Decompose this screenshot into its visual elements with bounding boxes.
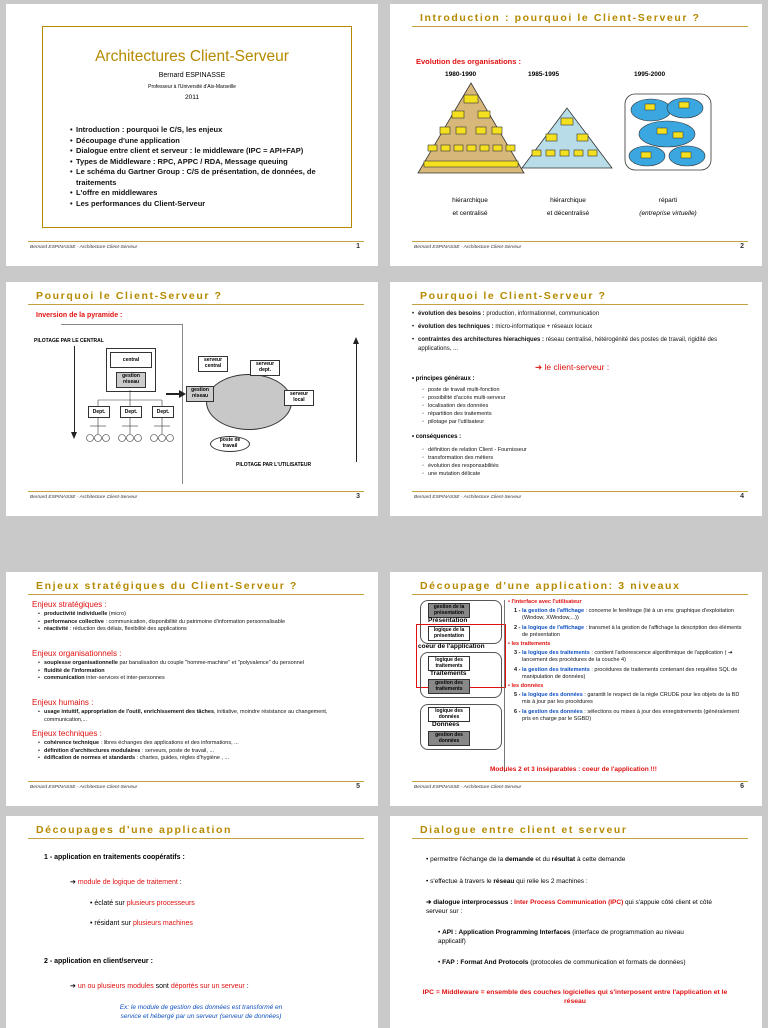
slide-8 xyxy=(390,816,762,1028)
middleware-definition: IPC = Middleware = ensemble des couches logicielles qui s'interposent entre l'application et le réseau xyxy=(422,989,728,1005)
layer-label: coeur de l'application xyxy=(418,643,485,650)
slide-title: Découpage d'une application: 3 niveaux xyxy=(420,580,681,592)
dialog-line: • FAP : Format And Protocols (protocoles de communication et formats de données) xyxy=(438,959,686,966)
enjeu-item: • productivité individuelle (micro) xyxy=(38,611,328,619)
outline-item: • Découpage d'une application xyxy=(70,136,340,147)
slide-title: Pourquoi le Client-Serveur ? xyxy=(420,290,607,302)
title-rule xyxy=(412,304,748,305)
affiliation: Professeur à l'Université d'Aix-Marseille xyxy=(148,84,236,90)
layer-box: logique de la présentation xyxy=(428,626,470,641)
desc-item: 2 - la logique de l'affichage : transmet à la gestion de l'affichage la description des éléments de présentation xyxy=(514,624,742,638)
consequence-item: ◦ transformation des métiers xyxy=(422,454,722,462)
year-label: 1985-1995 xyxy=(528,71,560,78)
year: 2011 xyxy=(185,94,199,101)
layer-box: gestion des traitements xyxy=(428,679,470,694)
point-line: • résidant sur plusieurs machines xyxy=(90,920,193,927)
dialog-line: • s'effectue à travers le réseau qui relie les 2 machines : xyxy=(426,878,588,885)
gestion-network-box: gestion réseau xyxy=(186,386,214,402)
title-rule xyxy=(412,594,748,595)
enjeu-item: • réactivité : réduction des délais, flexibilité des applications xyxy=(38,626,328,634)
slide-5 xyxy=(6,572,378,806)
server-central-box: serveur central xyxy=(198,356,228,372)
slide-4 xyxy=(390,282,762,516)
layer-box: gestion des données xyxy=(428,731,470,746)
transform-arrow xyxy=(166,393,180,395)
outline-list xyxy=(70,125,340,209)
pyramid-decentralized-figure xyxy=(520,106,615,171)
slide-title: Introduction : pourquoi le Client-Serveur ? xyxy=(420,12,701,24)
consequence-item: ◦ une mutation délicate xyxy=(422,470,722,478)
example-text: Ex: le module de gestion des données est transformé en service et hébergé par un serveur (serveur de données) xyxy=(119,1004,283,1020)
consequences-heading: • conséquences : xyxy=(412,434,462,440)
desc-item: 5 - la logique des données : garantit le respect de la règle CRUDE pour les objets de la BD mis à jour par les procédures xyxy=(514,692,740,706)
central-box: central xyxy=(110,352,152,368)
caption: hiérarchique et décentralisé xyxy=(546,197,590,217)
dept-box: Dept. xyxy=(120,406,142,418)
pyramid-centralized-figure xyxy=(416,81,526,176)
page-number: 5 xyxy=(356,783,360,790)
principles-heading: • principes généraux : xyxy=(412,376,475,382)
layer-box: gestion de la présentation xyxy=(428,603,470,618)
slide-7 xyxy=(6,816,378,1028)
server-dept-box: serveur dept. xyxy=(250,360,280,376)
enjeu-item: • souplesse organisationnelle par banalisation du couple "homme-machine" et "polyvalence" du personnel xyxy=(38,660,308,668)
dialog-line: • permettre l'échange de la demande et du résultat à cette demande xyxy=(426,856,626,863)
arrow-down xyxy=(74,346,75,434)
slide-title: Découpages d'une application xyxy=(36,824,233,836)
footer-text: Bernard ESPINASSE - Architecture Client-Serveur xyxy=(30,785,138,790)
desc-heading: • les traitements xyxy=(508,641,551,648)
slide-title: Enjeux stratégiques du Client-Serveur ? xyxy=(36,580,298,592)
slide-subtitle: Evolution des organisations : xyxy=(416,57,522,66)
point-line: • éclaté sur plusieurs processeurs xyxy=(90,900,195,907)
year-label: 1980-1990 xyxy=(445,71,477,78)
slide-2 xyxy=(390,4,762,266)
slide-title: Pourquoi le Client-Serveur ? xyxy=(36,290,223,302)
slide-title: Architectures Client-Serveur xyxy=(95,48,289,65)
enjeu-item: • fluidité de l'information xyxy=(38,668,308,676)
outline-item: • Introduction : pourquoi le C/S, les enjeux xyxy=(70,125,340,136)
principle-item: ◦ possibilité d'accès multi-serveur xyxy=(422,394,722,402)
footer-text: Bernard ESPINASSE - Architecture Client-Serveur xyxy=(30,495,138,500)
page-number: 1 xyxy=(356,243,360,250)
page-number: 2 xyxy=(740,243,744,250)
slide-footer xyxy=(412,781,748,794)
point-line: ➔ un ou plusieurs modules sont déportés sur un serveur : xyxy=(70,983,249,990)
arrow-up-head xyxy=(353,337,359,344)
layer-descriptions xyxy=(508,599,744,723)
point-heading: 1 - application en traitements coopératifs : xyxy=(44,854,185,861)
title-rule xyxy=(28,594,364,595)
slide-6 xyxy=(390,572,762,806)
layers-stack xyxy=(416,600,506,768)
page-number: 4 xyxy=(740,493,744,500)
dialog-line: • API : Application Programming Interfaces (interface de programmation au niveau applicatif) xyxy=(438,929,684,945)
enjeux-list xyxy=(38,740,338,763)
page-number: 6 xyxy=(740,783,744,790)
footer-text: Bernard ESPINASSE - Architecture Client-Serveur xyxy=(414,785,522,790)
footer-text: Bernard ESPINASSE - Architecture Client-Serveur xyxy=(414,245,522,250)
layer-label: Données xyxy=(432,721,460,728)
title-rule xyxy=(28,304,364,305)
enjeu-item: • édification de normes et standards : chartes, guides, règles d'hygiène , ... xyxy=(38,755,338,763)
server-local-box: serveur local xyxy=(284,390,314,406)
desc-item: 1 - la gestion de l'affichage : concerne le fenêtrage (lié à un env. graphique d'exploitation (Window, XWindow,...)) xyxy=(514,608,734,622)
dept-box: Dept. xyxy=(88,406,110,418)
bullet-item: • contraintes des architectures hierachiques : réseau centralisé, hétérogénité des postes de travail, rigidité des applications, ... xyxy=(412,336,742,354)
desc-heading: • l'interface avec l'utilisateur xyxy=(508,599,582,605)
slide-footer xyxy=(412,241,748,254)
layer-box: logique des données xyxy=(428,707,470,722)
section-heading: Enjeux stratégiques : xyxy=(32,600,107,609)
divider-line xyxy=(504,600,505,772)
enjeu-item: • performance collective : communication, disponibilité du patrimoine d'information personnalisable xyxy=(38,619,328,627)
consequence-item: ◦ évolution des responsabilités xyxy=(422,462,722,470)
title-rule xyxy=(412,838,748,839)
slide-footer xyxy=(28,241,364,254)
slide-3 xyxy=(6,282,378,516)
footer-text: Bernard ESPINASSE - Architecture Client-Serveur xyxy=(414,495,522,500)
outline-item: • L'offre en middlewares xyxy=(70,188,340,199)
point-line: ➔ module de logique de traitement : xyxy=(70,879,182,886)
section-heading: Enjeux humains : xyxy=(32,698,94,707)
section-heading: Enjeux organisationnels : xyxy=(32,649,122,658)
enjeux-list xyxy=(38,709,338,724)
principle-item: ◦ pilotage par l'utilisateur xyxy=(422,418,722,426)
outline-item: • Le schéma du Gartner Group : C/S de présentation, de données, de traitements xyxy=(70,167,340,188)
dialog-line: ➔ dialogue interprocessus : Inter Process Communication (IPC) qui s'appuie côté client et côté serveur sur : xyxy=(426,899,712,915)
slide-title: Dialogue entre client et serveur xyxy=(420,824,628,836)
gestion-box: gestion réseau xyxy=(116,372,146,388)
bullet-list xyxy=(412,310,742,354)
caption: réparti (entreprise virtuelle) xyxy=(639,197,697,217)
principle-item: ◦ poste de travail multi-fonction xyxy=(422,386,722,394)
network-ellipse xyxy=(206,374,292,430)
arrow-up xyxy=(356,342,357,462)
principle-item: ◦ localisation des données xyxy=(422,402,722,410)
consequence-item: ◦ définition de relation Client - Fournisseur xyxy=(422,446,722,454)
enjeu-item: • usage intuitif, appropriation de l'outil, enrichissement des tâches, initiative, moindre résistance au changement, communication,... xyxy=(38,709,338,724)
caption: hiérarchique et centralisé xyxy=(452,197,488,217)
slide-footer xyxy=(28,781,364,794)
title-rule xyxy=(412,26,748,27)
title-rule xyxy=(28,838,364,839)
slide-footer xyxy=(28,491,364,504)
layer-box: logique des traitements xyxy=(428,656,470,671)
pilot-user-label: PILOTAGE PAR L'UTILISATEUR xyxy=(236,462,312,468)
page-number: 3 xyxy=(356,493,360,500)
author: Bernard ESPINASSE xyxy=(158,72,226,79)
conclusion: Modules 2 et 3 inséparables : coeur de l'application !!! xyxy=(490,766,657,773)
workstation-ellipse: poste de travail xyxy=(210,436,250,452)
enjeux-list xyxy=(38,611,328,634)
desc-item: 3 - la logique des traitements : contient l'arborescence algorithmique de l'application ( ➔ lancement des procédures de la couche 4) xyxy=(514,650,733,664)
dept-box: Dept. xyxy=(152,406,174,418)
bullet-item: • évolution des besoins : production, informationnel, communication xyxy=(412,310,742,319)
year-label: 1995-2000 xyxy=(634,71,666,78)
principles-list xyxy=(422,386,722,426)
slide-subtitle: Inversion de la pyramide : xyxy=(36,312,123,319)
point-heading: 2 - application en client/serveur : xyxy=(44,958,153,965)
desc-item: 4 - la gestion des traitements : procédures de traitements contenant des requêtes SQL de manipulation de données) xyxy=(514,666,738,680)
enjeu-item: • communication inter-services et inter-personnes xyxy=(38,675,308,683)
footer-text: Bernard ESPINASSE - Architecture Client-Serveur xyxy=(30,245,138,250)
enjeu-item: • définition d'architectures modulaires : serveurs, poste de travail, ... xyxy=(38,748,338,756)
consequences-list xyxy=(422,446,722,478)
bullet-item: • évolution des techniques : micro-informatique + réseaux locaux xyxy=(412,323,742,332)
desc-heading: • les données xyxy=(508,683,544,690)
outline-item: • Dialogue entre client et serveur : le middleware (IPC = API+FAP) xyxy=(70,146,340,157)
layer-label: Traitements xyxy=(430,670,467,677)
client-server-heading: ➔ le client-serveur : xyxy=(535,362,610,372)
distributed-organization-figure xyxy=(623,92,713,172)
slide-1 xyxy=(6,4,378,266)
layer-label: Présentation xyxy=(428,617,468,624)
outline-item: • Types de Middleware : RPC, APPC / RDA, Message queuing xyxy=(70,157,340,168)
enjeu-item: • cohérence technique : libres échanges des applications et des informations, ... xyxy=(38,740,338,748)
outline-item: • Les performances du Client-Serveur xyxy=(70,199,340,210)
enjeux-list xyxy=(38,660,308,683)
section-heading: Enjeux techniques : xyxy=(32,729,102,738)
pilot-central-label: PILOTAGE PAR LE CENTRAL xyxy=(34,338,104,344)
transform-arrow-head xyxy=(179,390,186,398)
desc-item: 6 - la gestion des données : sélections ou mises à jour des enregistrements (généralement pris en charge par le SGBD) xyxy=(514,708,739,722)
principle-item: ◦ répartition des traitements xyxy=(422,410,722,418)
slide-footer xyxy=(412,491,748,504)
